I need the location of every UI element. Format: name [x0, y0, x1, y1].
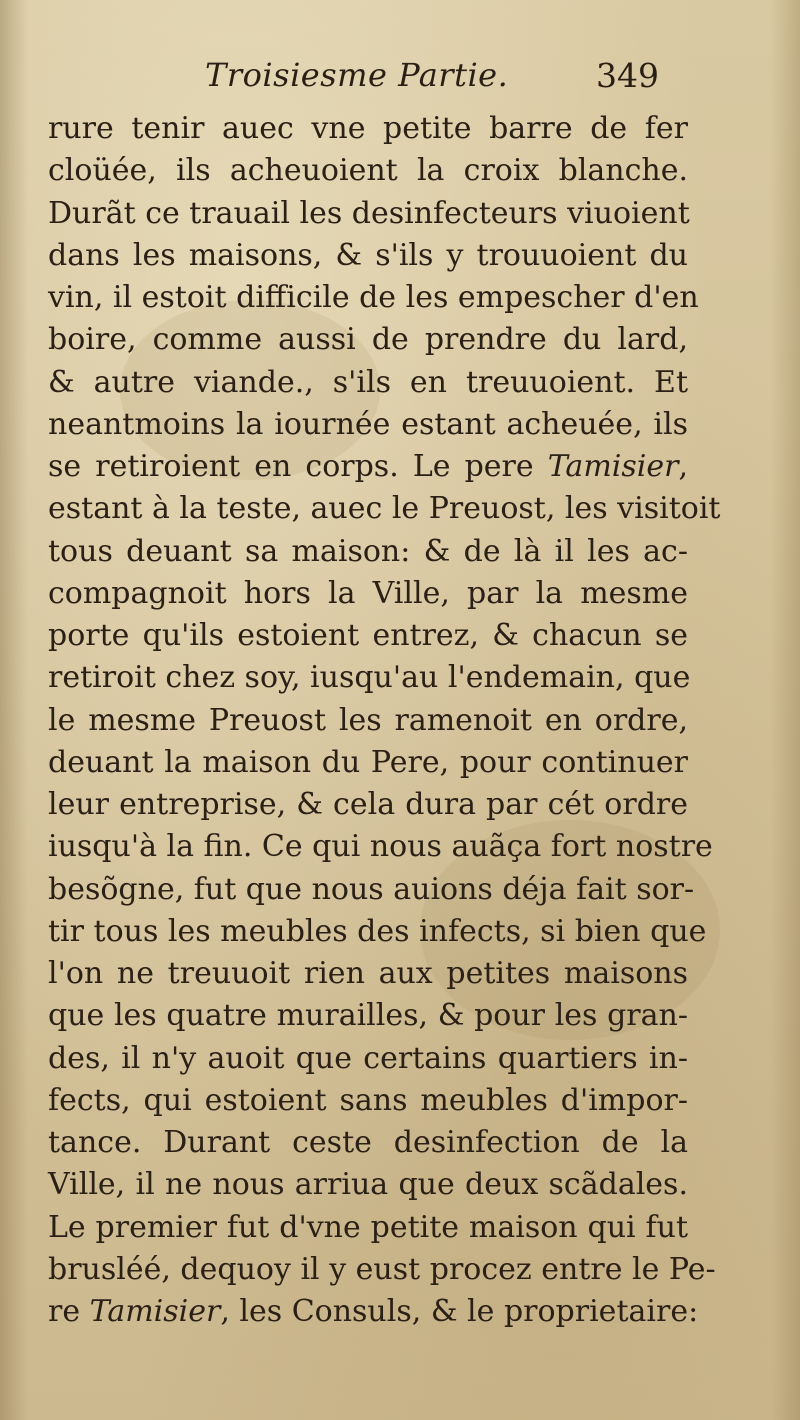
page-edge-shadow-right: [770, 0, 800, 1420]
text-line: iusqu'à la fin. Ce qui nous auãça fort nostre: [48, 829, 713, 865]
text-line: cloüée, ils acheuoient la croix blanche.: [48, 153, 688, 189]
text-line: neantmoins la iournée estant acheuée, ils: [48, 406, 688, 442]
text-line: brusléé, dequoy il y eust procez entre le Pe-: [48, 1251, 716, 1287]
text-line: porte qu'ils estoient entrez, & chacun se: [48, 618, 688, 653]
text-line: fects, qui estoient sans meubles d'impor-: [48, 1082, 688, 1118]
text-line: que les quatre murailles, & pour les gran-: [48, 998, 688, 1034]
text-line: besõgne, fut que nous auions déja fait sor-: [48, 871, 695, 907]
text-line: estant à la teste, auec le Preuost, les visitoit: [48, 491, 721, 527]
body-text: [48, 108, 721, 1333]
text-line: rure tenir auec vne petite barre de fer: [48, 111, 688, 146]
page-header: [0, 56, 800, 106]
text-line: compagnoit hors la Ville, par la mesme: [48, 575, 688, 611]
text-line: boire, comme aussi de prendre du lard,: [48, 322, 688, 358]
text-line: Le premier fut d'vne petite maison qui fut: [48, 1209, 688, 1245]
text-line: leur entreprise, & cela dura par cét ordre: [48, 787, 688, 822]
page-edge-shadow-left: [0, 0, 28, 1420]
text-line: le mesme Preuost les ramenoit en ordre,: [48, 702, 688, 738]
text-line: se retiroient en corps. Le pere Tamisier,: [48, 449, 688, 484]
text-line: dans les maisons, & s'ils y trouuoient du: [48, 237, 688, 273]
text-line: des, il n'y auoit que certains quartiers in-: [48, 1040, 688, 1076]
text-line: tance. Durant ceste desinfection de la: [48, 1125, 688, 1160]
text-line: & autre viande., s'ils en treuuoient. Et: [48, 364, 688, 400]
text-line: retiroit chez soy, iusqu'au l'endemain, que: [48, 660, 691, 696]
text-line: Durãt ce trauail les desinfecteurs viuoient: [48, 195, 690, 231]
running-head: Troisiesme Partie.: [205, 56, 509, 94]
text-line: vin, il estoit difficile de les empescher d'en: [48, 280, 699, 315]
text-line: re Tamisier, les Consuls, & le proprietaire:: [48, 1294, 699, 1329]
text-line: tous deuant sa maison: & de là il les ac-: [48, 533, 688, 569]
text-line: Ville, il ne nous arriua que deux scãdales.: [48, 1167, 688, 1203]
page-number: 349: [596, 56, 659, 95]
text-line: deuant la maison du Pere, pour continuer: [48, 744, 688, 780]
text-line: l'on ne treuuoit rien aux petites maisons: [48, 956, 688, 991]
text-line: tir tous les meubles des infects, si bien que: [48, 913, 707, 949]
